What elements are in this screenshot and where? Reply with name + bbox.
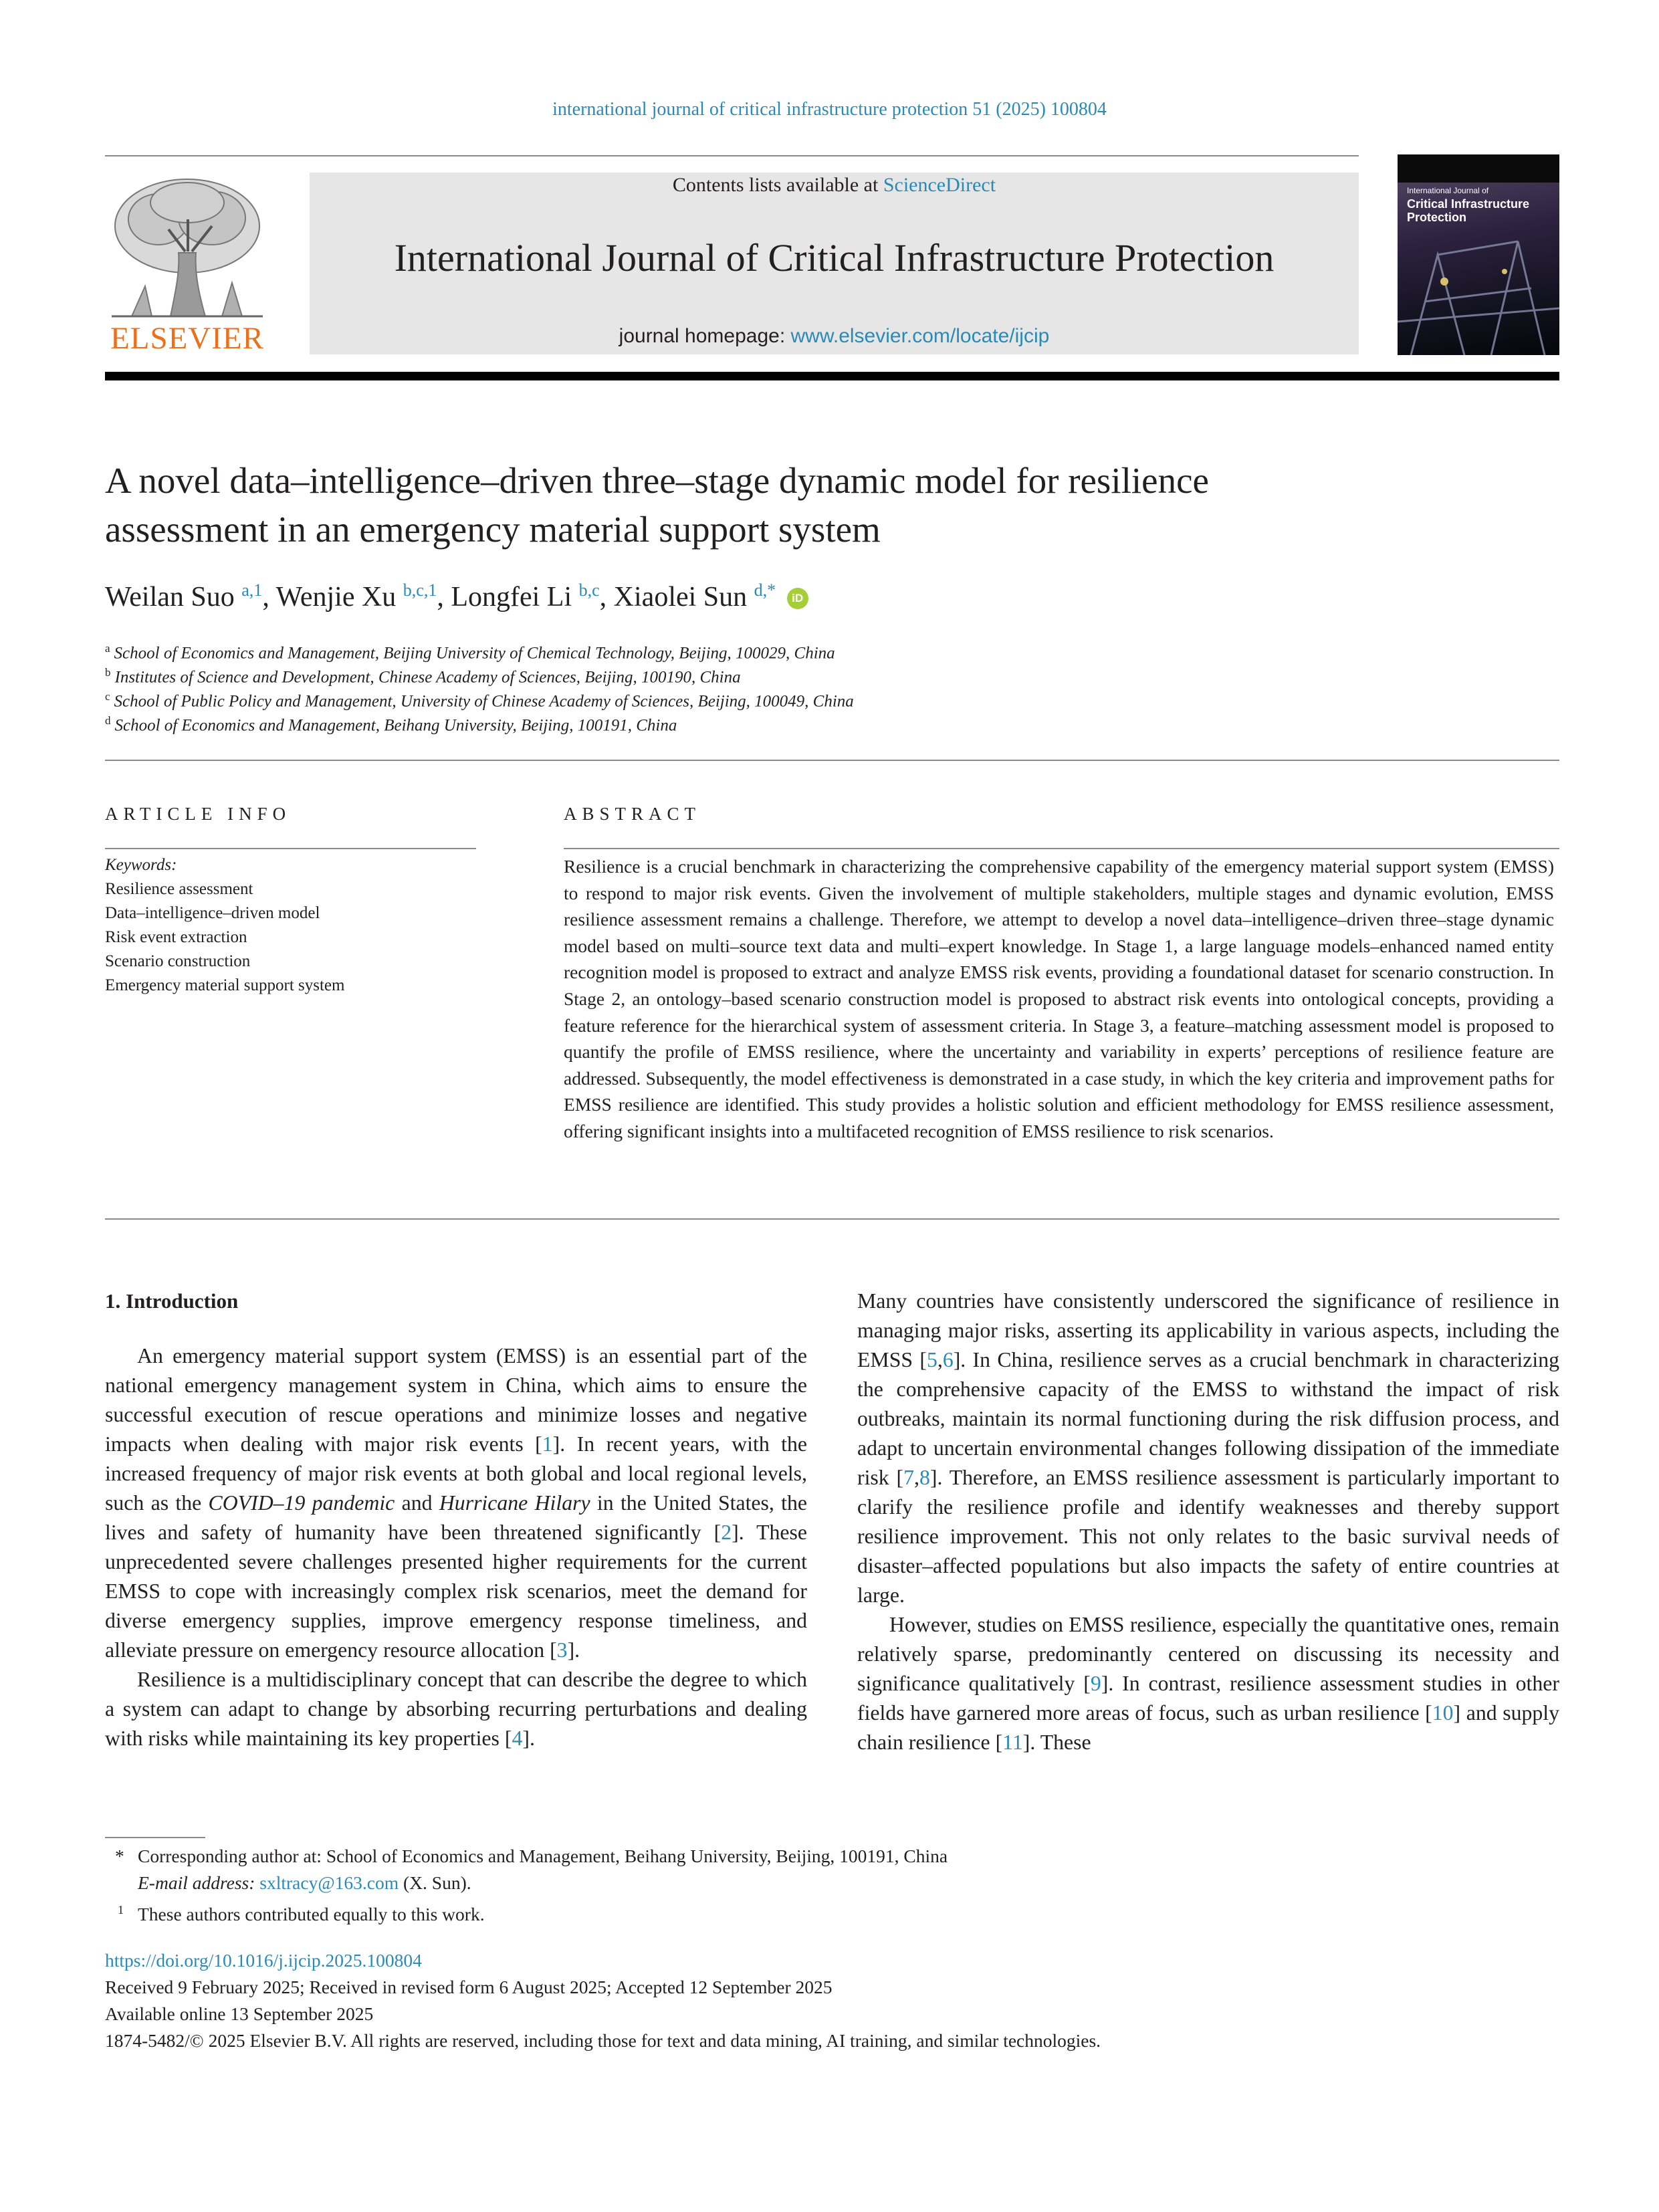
footnote-mark: 1: [118, 1903, 124, 1916]
email-link[interactable]: sxltracy@163.com: [259, 1872, 399, 1893]
cover-title-line1: International Journal of: [1407, 186, 1489, 195]
affiliation-mark: d: [105, 714, 111, 727]
elsevier-tree-logo: [105, 173, 269, 323]
email-label: E-mail address:: [138, 1872, 255, 1893]
author-marks[interactable]: b,c: [578, 580, 600, 600]
elsevier-wordmark: ELSEVIER: [110, 321, 264, 356]
affiliation-text: School of Economics and Management, Beihang University, Beijing, 100191, China: [114, 716, 677, 735]
affiliation: [105, 690, 854, 711]
masthead-rule: [105, 372, 1559, 380]
paragraph: [857, 1610, 1559, 1757]
citation-link[interactable]: 11: [1002, 1731, 1023, 1754]
text-run: ]. In contrast, resilience assessment studies in other fields have garnered more areas of focus, such as urban resilience [: [857, 1672, 1559, 1725]
text-run: ]. These: [1022, 1731, 1091, 1754]
keyword-item: Resilience assessment: [105, 880, 253, 898]
author-name[interactable]: Xiaolei Sun: [613, 582, 748, 613]
doi-link[interactable]: [105, 1947, 422, 1974]
keywords-title: Keywords:: [105, 856, 177, 874]
citation-link[interactable]: 9: [1090, 1672, 1101, 1695]
text-run: in the United States, the lives and safety of humanity have been threatened significantly [: [105, 1491, 808, 1544]
keyword-item: Emergency material support system: [105, 976, 345, 994]
author-name[interactable]: Weilan Suo: [105, 582, 235, 613]
article-info-label: ARTICLE INFO: [105, 804, 292, 824]
author-list: [105, 580, 808, 613]
affiliation-mark: b: [105, 666, 111, 679]
right-column: [857, 1287, 1559, 1757]
text-run: ,: [937, 1348, 943, 1371]
text-run: ].: [522, 1727, 535, 1750]
affiliation-mark: a: [105, 642, 110, 655]
section-heading: 1. Introduction: [105, 1289, 239, 1313]
citation-link[interactable]: 7: [903, 1466, 915, 1489]
email-suffix: (X. Sun).: [399, 1872, 471, 1893]
citation-link[interactable]: 10: [1432, 1701, 1454, 1725]
author-separator: ,: [262, 582, 276, 613]
citation-link[interactable]: 3: [556, 1638, 568, 1662]
keyword-item: Scenario construction: [105, 952, 251, 970]
citation-link[interactable]: 5: [926, 1348, 937, 1371]
text-run: and: [395, 1491, 439, 1515]
keyword-item: Data–intelligence–driven model: [105, 904, 320, 922]
left-column: [105, 1287, 807, 1753]
running-head[interactable]: international journal of critical infrastructure protection 51 (2025) 100804: [552, 99, 1107, 120]
text-run: ]. Therefore, an EMSS resilience assessment is particularly important to clarify the resilience profile and identify weaknesses and thereby support resilience improvement. This not only relates to the basic survival needs of disaster–affected populations but also impacts the safety of entire countries at large.: [857, 1466, 1559, 1607]
author-name[interactable]: Wenjie Xu: [275, 582, 397, 613]
footnote-mark: *: [115, 1846, 124, 1866]
text-run: ]. In recent years, with the increased frequency of major risk events at both global and local regional levels, such as the: [105, 1432, 808, 1515]
affiliation-mark: c: [105, 690, 110, 703]
footnote-text: Corresponding author at: School of Economics and Management, Beihang University, Beijing, 100191, China: [138, 1846, 948, 1866]
text-run: ,: [914, 1466, 919, 1489]
paragraph: [105, 1665, 807, 1753]
affiliation: [105, 666, 741, 687]
journal-cover-image[interactable]: [1398, 154, 1559, 355]
affiliation-text: School of Public Policy and Management, University of Chinese Academy of Sciences, Beijing, 100049, China: [114, 692, 854, 711]
doi-anchor[interactable]: https://doi.org/10.1016/j.ijcip.2025.100804: [105, 1950, 422, 1971]
affiliation: [105, 642, 835, 663]
email-footnote: [138, 1870, 471, 1896]
citation-link[interactable]: 8: [919, 1466, 930, 1489]
title-line-1: A novel data–intelligence–driven three–stage dynamic model for resilience: [105, 460, 1209, 501]
affiliation: [105, 714, 677, 735]
text-run: An emergency material support system (EMSS) is an essential part of the national emergency management system in China, which aims to ensure the successful execution of rescue operations and minimize losses and negative impacts when dealing with major risk events [: [105, 1344, 807, 1456]
keyword-item: Risk event extraction: [105, 928, 247, 946]
article-title: [105, 456, 1509, 554]
keywords-block: [105, 853, 479, 998]
text-run: ]. In China, resilience serves as a crucial benchmark in characterizing the comprehensive capacity of the EMSS to withstand the impact of risk outbreaks, maintain its normal functioning during the risk diffusion process, and adapt to uncertain environmental changes following dissipation of the immediate risk [: [857, 1348, 1559, 1489]
title-line-2: assessment in an emergency material support system: [105, 509, 881, 550]
homepage-link[interactable]: www.elsevier.com/locate/ijcip: [790, 325, 1050, 347]
author-separator: ,: [437, 582, 451, 613]
citation-link[interactable]: 6: [942, 1348, 954, 1371]
author-marks[interactable]: b,c,1: [403, 580, 437, 600]
text-run: However, studies on EMSS resilience, especially the quantitative ones, remain relatively sparse, predominantly centered on discussing its necessity and significance qualitatively [: [857, 1613, 1559, 1695]
text-run: ]. These unprecedented severe challenges presented higher requirements for the current EMSS to cope with increasingly complex risk scenarios, meet the demand for diverse emergency supplies, improve emergency response timeliness, and alleviate pressure on emergency resource allocation [: [105, 1521, 807, 1662]
corresponding-footnote: [115, 1843, 948, 1870]
elsevier-logo[interactable]: [105, 173, 269, 356]
text-run: Many countries have consistently underscored the significance of resilience in managing major risks, asserting its applicability in various aspects, including the EMSS [: [857, 1289, 1559, 1371]
abstract-rule: [564, 848, 1559, 849]
paragraph: [857, 1287, 1559, 1610]
author-marks[interactable]: d,*: [754, 580, 776, 600]
header-rule: [105, 155, 1359, 156]
emphasis: COVID–19 pandemic: [208, 1491, 395, 1515]
abstract-text: Resilience is a crucial benchmark in characterizing the comprehensive capability of the emergency material support system (EMSS) to respond to major risk events. Given the involvement of multiple stakeholders, multiple stages and dynamic evolution, EMSS resilience assessment remains a challenge. Therefore, we attempt to develop a novel data–intelligence–driven three–stage dynamic model based on multi–source text data and multi–expert knowledge. In Stage 1, a large language models–enhanced named entity recognition model is proposed to extract and analyze EMSS risk events, providing a foundational dataset for scenario construction. In Stage 2, an ontology–based scenario construction model is proposed to abstract risk events into ontological concepts, providing a feature reference for the hierarchical system of assessment criteria. In Stage 3, a feature–matching assessment model is proposed to quantify the profile of EMSS resilience, where the uncertainty and variability in experts’ perceptions of resilience feature are addressed. Subsequently, the model effectiveness is demonstrated in a case study, in which the key criteria and improvement paths for EMSS resilience are identified. This study provides a holistic solution and efficient methodology for EMSS resilience assessment, offering significant insights into a multifaceted recognition of EMSS resilience to risk scenarios.: [564, 856, 1554, 1141]
author-marks[interactable]: a,1: [241, 580, 263, 600]
text-run: ].: [567, 1638, 580, 1662]
footnote-text: These authors contributed equally to this work.: [138, 1904, 485, 1925]
received-dates: Received 9 February 2025; Received in revised form 6 August 2025; Accepted 12 September 2025: [105, 1977, 833, 1997]
citation-link[interactable]: 1: [542, 1432, 553, 1456]
copyright-line: 1874-5482/© 2025 Elsevier B.V. All rights are reserved, including those for text and data mining, AI training, and similar technologies.: [105, 2030, 1101, 2051]
available-online: Available online 13 September 2025: [105, 2003, 374, 2024]
affiliation-text: School of Economics and Management, Beijing University of Chemical Technology, Beijing, 100029, China: [114, 644, 835, 663]
citation-link[interactable]: 2: [721, 1521, 732, 1544]
cover-title-line3: Protection: [1407, 211, 1467, 224]
emphasis: Hurricane Hilary: [439, 1491, 590, 1515]
citation-link[interactable]: 4: [512, 1727, 523, 1750]
contents-prefix: Contents lists available at: [672, 174, 883, 196]
paragraph: [105, 1341, 807, 1665]
contents-line: [310, 174, 1359, 197]
info-top-rule: [105, 760, 1559, 761]
article-info-rule: [105, 848, 476, 849]
text-run: Resilience is a multidisciplinary concept that can describe the degree to which a system can adapt to change by absorbing recurring perturbations and dealing with risks while maintaining its key properties [: [105, 1668, 807, 1750]
cover-title-line2: Critical Infrastructure: [1407, 197, 1530, 211]
affiliation-text: Institutes of Science and Development, Chinese Academy of Sciences, Beijing, 100190, China: [114, 668, 741, 687]
sciencedirect-link[interactable]: ScienceDirect: [883, 174, 996, 196]
homepage-prefix: journal homepage:: [619, 325, 791, 347]
abstract-bottom-rule: [105, 1218, 1559, 1220]
journal-name[interactable]: International Journal of Critical Infrastructure Protection: [394, 236, 1275, 280]
footnote-rule: [105, 1837, 205, 1838]
cover-artwork: [1398, 154, 1559, 355]
text-run: ] and supply chain resilience [: [857, 1701, 1560, 1754]
author-name[interactable]: Longfei Li: [451, 582, 572, 613]
equal-contribution-footnote: [118, 1896, 485, 1928]
author-separator: ,: [599, 582, 614, 613]
homepage-line: [310, 325, 1359, 348]
orcid-icon[interactable]: iD: [787, 588, 808, 609]
abstract-label: ABSTRACT: [564, 804, 701, 824]
journal-masthead: [310, 173, 1359, 354]
